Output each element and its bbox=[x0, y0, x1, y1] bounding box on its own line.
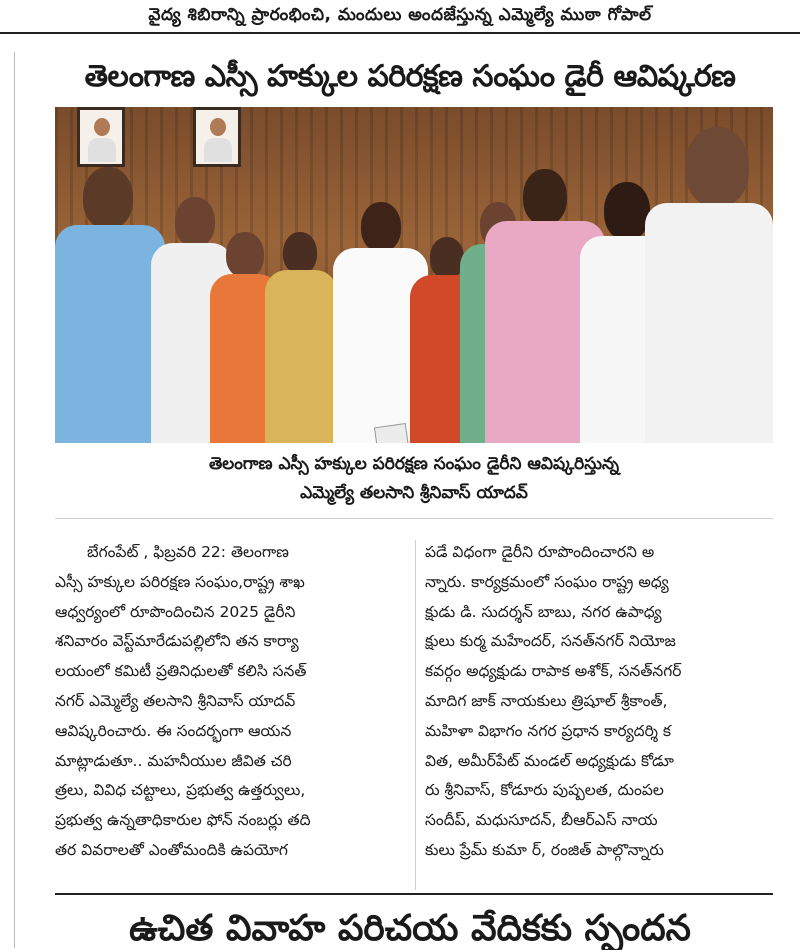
column-divider bbox=[415, 540, 416, 890]
photo-caption bbox=[55, 450, 773, 508]
body-line: కులు ప్రేమ్ కుమా ర్, రంజిత్ పాల్గొన్నారు bbox=[425, 840, 664, 859]
body-line: ఆధ్వర్యంలో రూపొందించిన 2025 డైరీని bbox=[55, 602, 296, 621]
body-line: మహిళా విభాగం నగర ప్రధాన కార్యదర్శి క bbox=[425, 721, 671, 740]
caption-line: తెలంగాణ ఎస్సీ హక్కుల పరిరక్షణ సంఘం డైరీని ఆవిష్కరిస్తున్న bbox=[208, 454, 620, 474]
body-line: త్రలు, వివిధ చట్టాలు, ప్రభుత్వ ఉత్తర్వులు, bbox=[55, 781, 306, 800]
body-line: న్నారు. కార్యక్రమంలో సంఘం రాష్ట్ర అధ్య bbox=[425, 572, 669, 591]
body-line: రు శ్రీనివాస్, కోడూరు పుష్పలత, దుంపల bbox=[425, 781, 664, 800]
body-line: నగర్ ఎమ్మెల్యే తలసాని శ్రీనివాస్ యాదవ్ bbox=[55, 691, 296, 710]
caption-line: ఎమ్మెల్యే తలసాని శ్రీనివాస్ యాదవ్ bbox=[300, 483, 528, 503]
body-line: ఎస్సీ హక్కుల పరిరక్షణ సంఘం,రాష్ట్ర శాఖ bbox=[55, 572, 305, 591]
body-line: క్షులు కుర్మ మహేందర్, సనత్‌నగర్ నియోజ bbox=[425, 632, 676, 651]
previous-article-caption: వైద్య శిబిరాన్ని ప్రారంభించి, మందులు అందజేస్తున్న ఎమ్మెల్యే ముఠా గోపాల్ bbox=[0, 0, 800, 34]
body-line: శనివారం వెస్ట్‌మారేడుపల్లిలోని తన కార్యా bbox=[55, 632, 299, 651]
article-photo bbox=[55, 107, 773, 443]
body-line: ఆవిష్కరించారు. ఈ సందర్భంగా ఆయన bbox=[55, 721, 292, 740]
caption-divider bbox=[55, 518, 773, 519]
body-line: విత, అమీర్‌పేట్ మండల్ అధ్యక్షుడు కోడూ bbox=[425, 751, 674, 770]
body-line: కవర్గం అధ్యక్షుడు రాపాక అశోక్, సనత్‌నగర్ bbox=[425, 662, 682, 681]
body-line: క్షుడు డి. సుదర్శన్ బాబు, నగర ఉపాధ్య bbox=[425, 602, 662, 621]
section-divider bbox=[55, 893, 773, 895]
next-article-headline: ఉచిత వివాహ పరిచయ వేదికకు స్పందన bbox=[129, 908, 691, 949]
body-line: లయంలో కమిటీ ప్రతినిధులతో కలిసి సనత్ bbox=[55, 662, 307, 681]
body-line: బేగంపేట్ , ఫిబ్రవరి 22: తెలంగాణ bbox=[87, 543, 289, 561]
body-line: సందీప్, మధుసూదన్, బీఆర్ఎస్ నాయ bbox=[425, 811, 658, 830]
body-line: తర వివరాలతో ఎంతోమందికి ఉపయోగ bbox=[55, 840, 288, 859]
body-line: పడే విధంగా డైరీని రూపొందించారని అ bbox=[425, 543, 655, 561]
portrait-frame-left bbox=[77, 107, 125, 167]
body-line: మాట్లాడుతూ.. మహనీయుల జీవిత చరి bbox=[55, 751, 292, 770]
portrait-frame-right bbox=[193, 107, 241, 167]
body-line: మాదిగ జాక్ నాయకులు త్రిషూల్ శ్రీకాంత్, bbox=[425, 691, 668, 710]
article-body-right-column bbox=[425, 538, 775, 866]
margin-rule bbox=[14, 52, 15, 948]
article-headline: తెలంగాణ ఎస్సీ హక్కుల పరిరక్షణ సంఘం డైరీ ఆవిష్కరణ bbox=[84, 59, 736, 94]
article-body-left-column bbox=[55, 538, 405, 866]
body-line: ప్రభుత్వ ఉన్నతాధికారుల ఫోన్ నంబర్లు తది bbox=[55, 811, 311, 830]
